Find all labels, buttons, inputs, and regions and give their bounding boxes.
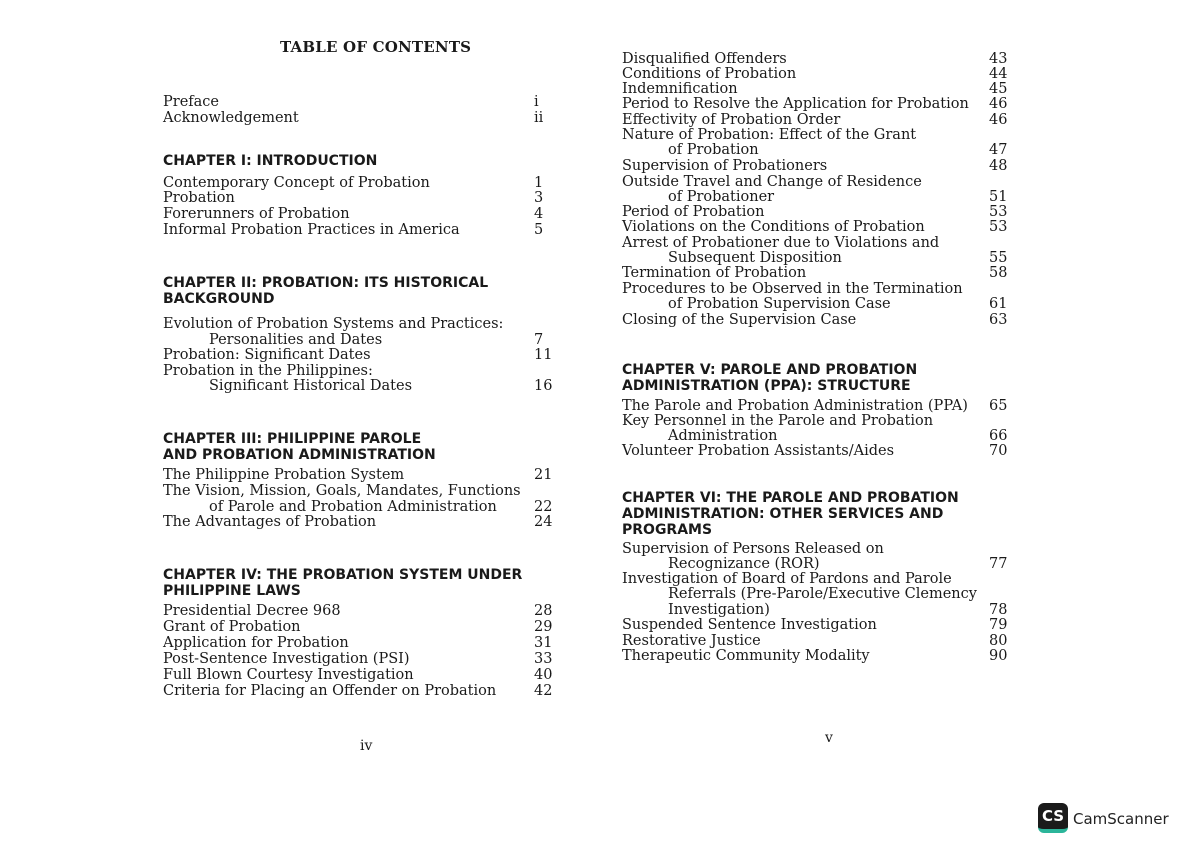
chapter-heading: CHAPTER I: INTRODUCTION [163, 153, 378, 169]
entry-page: 63 [989, 312, 1008, 328]
entry-label: Probation: Significant Dates [163, 347, 371, 363]
entry-label: Probation in the Philippines: [163, 363, 373, 379]
entry-page: 24 [534, 514, 553, 530]
entry-label: Supervision of Probationers [622, 158, 828, 174]
entry-label: Recognizance (ROR) [668, 556, 820, 572]
entry-label: Grant of Probation [163, 619, 301, 635]
entry-label: Post-Sentence Investigation (PSI) [163, 651, 410, 667]
entry-label: Forerunners of Probation [163, 206, 350, 222]
entry-page: 28 [534, 603, 553, 619]
entry-page: 53 [989, 204, 1008, 220]
entry-page: 53 [989, 219, 1008, 235]
heading-line: CHAPTER V: PAROLE AND PROBATION [622, 362, 918, 378]
entry-page: 31 [534, 635, 553, 651]
entry-label: of Probation Supervision Case [668, 296, 891, 312]
entry-label: Outside Travel and Change of Residence [622, 174, 922, 190]
entry-label: of Parole and Probation Administration [209, 499, 497, 515]
entry-label: Key Personnel in the Parole and Probation [622, 413, 934, 429]
page-number: iv [360, 738, 373, 754]
entry-label: Period to Resolve the Application for Probation [622, 96, 969, 112]
heading-line: CHAPTER III: PHILIPPINE PAROLE [163, 431, 422, 447]
entry-page: 42 [534, 683, 553, 699]
entry-page: 51 [989, 189, 1008, 205]
heading-line: ADMINISTRATION (PPA): STRUCTURE [622, 378, 911, 394]
entry-page: 46 [989, 112, 1008, 128]
entry-page: ii [534, 110, 544, 126]
heading-line: CHAPTER VI: THE PAROLE AND PROBATION [622, 490, 959, 506]
entry-page: 61 [989, 296, 1008, 312]
entry-label: Indemnification [622, 81, 738, 97]
entry-page: 11 [534, 347, 553, 363]
entry-page: 78 [989, 602, 1008, 618]
entry-label: Subsequent Disposition [668, 250, 842, 266]
entry-page: 22 [534, 499, 553, 515]
entry-page: 4 [534, 206, 544, 222]
entry-label: Conditions of Probation [622, 66, 797, 82]
entry-page: 1 [534, 175, 544, 191]
entry-label: Application for Probation [163, 635, 349, 651]
entry-label: Investigation) [668, 602, 770, 618]
entry-page: 90 [989, 648, 1008, 664]
entry-label: Suspended Sentence Investigation [622, 617, 877, 633]
entry-label: Arrest of Probationer due to Violations and [622, 235, 940, 251]
entry-label: Procedures to be Observed in the Termination [622, 281, 963, 297]
entry-label: of Probation [668, 142, 759, 158]
heading-line: BACKGROUND [163, 291, 275, 307]
entry-label: Criteria for Placing an Offender on Probation [163, 683, 497, 699]
entry-page: 3 [534, 190, 544, 206]
entry-label: The Vision, Mission, Goals, Mandates, Functions [163, 483, 521, 499]
entry-label: Closing of the Supervision Case [622, 312, 857, 328]
entry-page: 48 [989, 158, 1008, 174]
entry-label: Evolution of Probation Systems and Practices: [163, 316, 504, 332]
heading-line: ADMINISTRATION: OTHER SERVICES AND [622, 506, 944, 522]
entry-page: 21 [534, 467, 553, 483]
entry-page: 45 [989, 81, 1008, 97]
page-number: v [825, 730, 833, 746]
camscanner-logo-icon: CS [1038, 803, 1068, 833]
entry-label: The Parole and Probation Administration (PPA) [622, 398, 968, 414]
entry-page: 55 [989, 250, 1008, 266]
entry-label: Significant Historical Dates [209, 378, 413, 394]
entry-label: Effectivity of Probation Order [622, 112, 841, 128]
entry-page: 46 [989, 96, 1008, 112]
entry-label: Full Blown Courtesy Investigation [163, 667, 414, 683]
entry-label: Period of Probation [622, 204, 765, 220]
entry-label: The Philippine Probation System [163, 467, 405, 483]
heading-line: PROGRAMS [622, 522, 713, 538]
entry-label: Restorative Justice [622, 633, 761, 649]
entry-page: 5 [534, 222, 544, 238]
entry-label: Probation [163, 190, 235, 206]
camscanner-watermark: CamScanner [1073, 810, 1169, 828]
entry-page: 70 [989, 443, 1008, 459]
chapter-heading [622, 490, 1017, 538]
entry-page: 29 [534, 619, 553, 635]
entry-label: Termination of Probation [622, 265, 807, 281]
entry-page: 65 [989, 398, 1008, 414]
heading-line: PHILIPPINE LAWS [163, 583, 301, 599]
toc-title: TABLE OF CONTENTS [280, 38, 472, 56]
entry-label: Acknowledgement [163, 110, 299, 126]
entry-label: Administration [668, 428, 778, 444]
entry-label: The Advantages of Probation [163, 514, 377, 530]
entry-label: Violations on the Conditions of Probation [622, 219, 925, 235]
entry-page: 80 [989, 633, 1008, 649]
entry-label: Informal Probation Practices in America [163, 222, 460, 238]
chapter-heading [163, 567, 558, 599]
entry-label: Supervision of Persons Released on [622, 541, 884, 557]
chapter-heading [622, 362, 1017, 394]
entry-label: Presidential Decree 968 [163, 603, 341, 619]
entry-page: 7 [534, 332, 544, 348]
entry-page: 47 [989, 142, 1008, 158]
entry-label: Personalities and Dates [209, 332, 383, 348]
entry-page: 79 [989, 617, 1008, 633]
chapter-heading [163, 275, 558, 307]
heading-line: AND PROBATION ADMINISTRATION [163, 447, 436, 463]
entry-page: 44 [989, 66, 1008, 82]
entry-page: 66 [989, 428, 1008, 444]
entry-label: Disqualified Offenders [622, 51, 787, 67]
entry-label: Referrals (Pre-Parole/Executive Clemency [668, 586, 977, 602]
entry-label: of Probationer [668, 189, 775, 205]
entry-page: 40 [534, 667, 553, 683]
entry-label: Therapeutic Community Modality [622, 648, 870, 664]
entry-label: Volunteer Probation Assistants/Aides [622, 443, 895, 459]
entry-label: Preface [163, 94, 219, 110]
chapter-heading [163, 431, 558, 463]
entry-page: 43 [989, 51, 1008, 67]
entry-label: Contemporary Concept of Probation [163, 175, 430, 191]
entry-label: Nature of Probation: Effect of the Grant [622, 127, 917, 143]
entry-page: 33 [534, 651, 553, 667]
entry-label: Investigation of Board of Pardons and Parole [622, 571, 952, 587]
entry-page: 58 [989, 265, 1008, 281]
heading-line: CHAPTER II: PROBATION: ITS HISTORICAL [163, 275, 489, 291]
entry-page: 77 [989, 556, 1008, 572]
entry-page: i [534, 94, 539, 110]
entry-page: 16 [534, 378, 553, 394]
heading-line: CHAPTER IV: THE PROBATION SYSTEM UNDER [163, 567, 523, 583]
